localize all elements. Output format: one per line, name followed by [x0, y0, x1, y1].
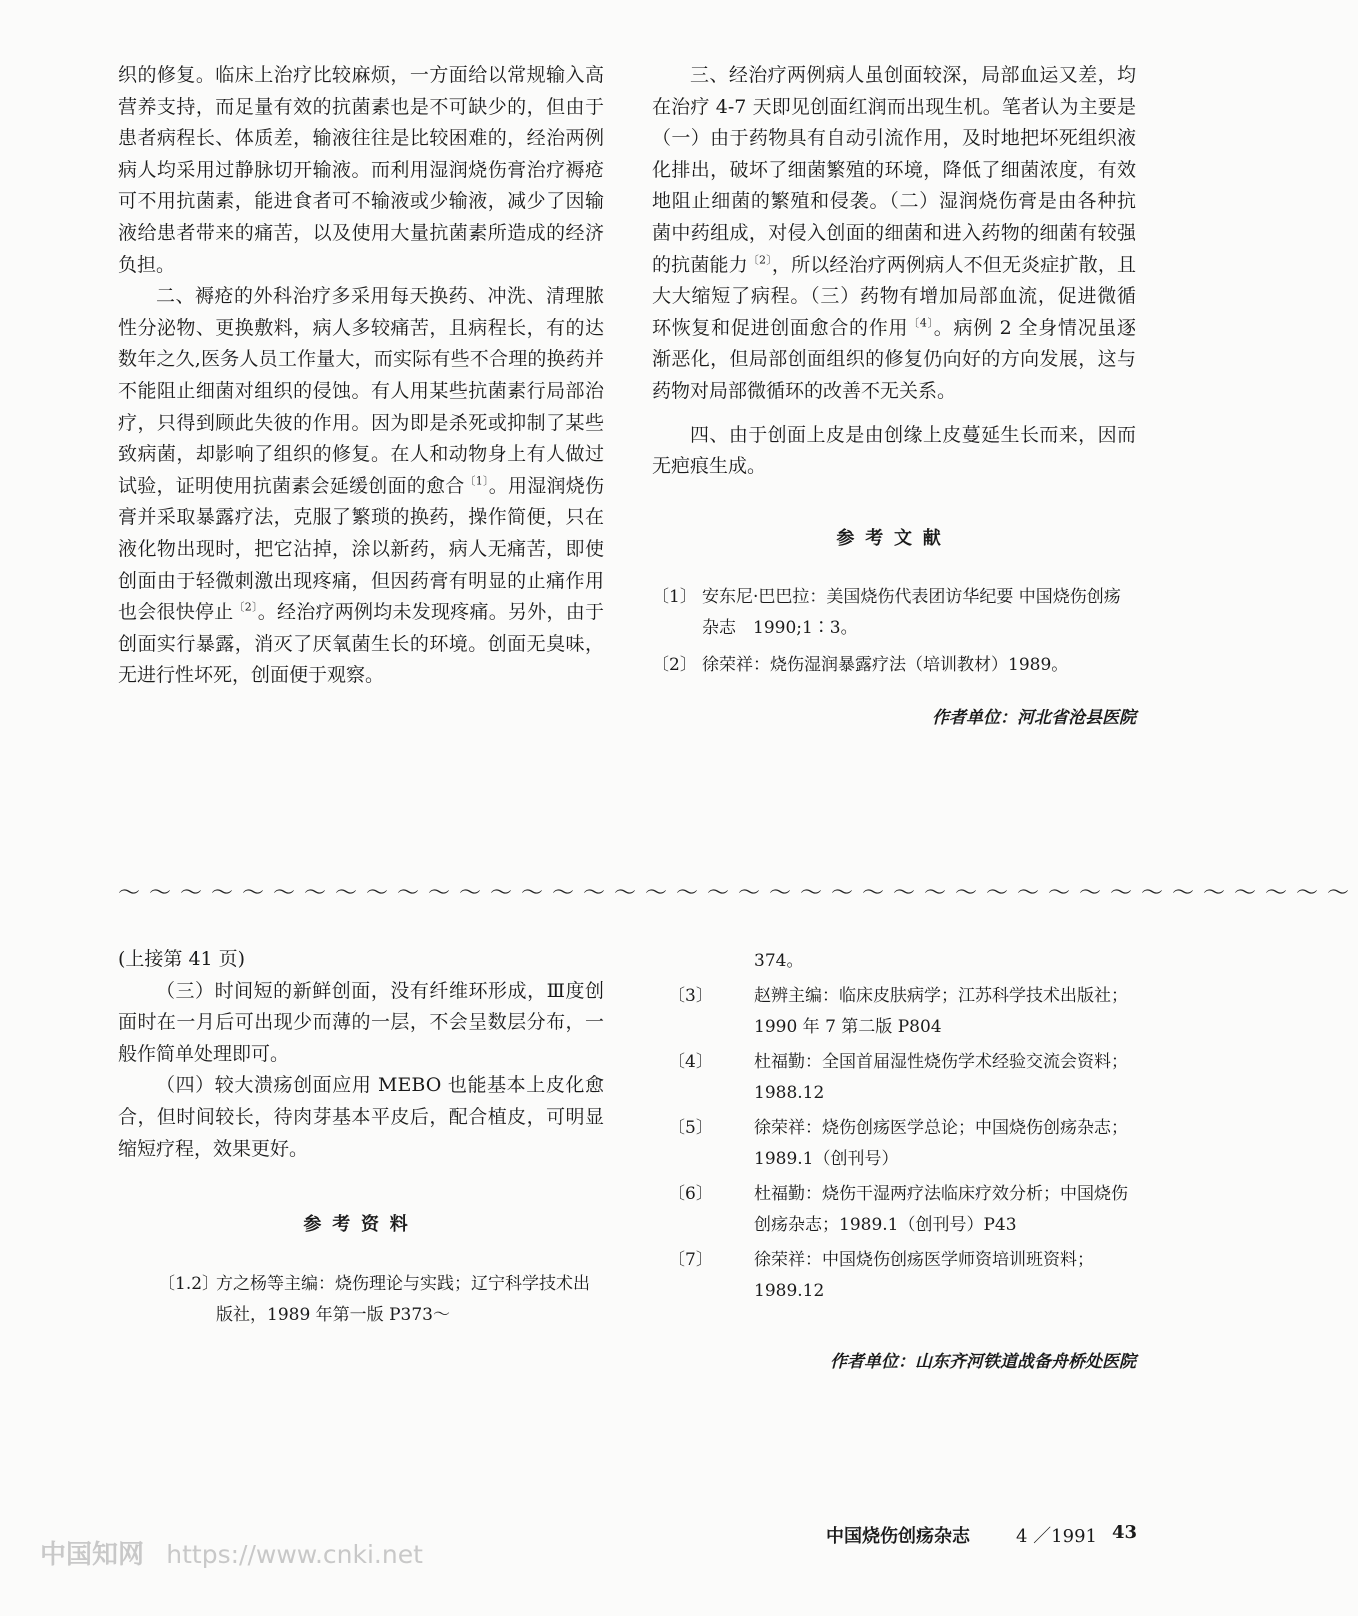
reference-item: [668, 1245, 1136, 1307]
citation-4: 〔4〕: [908, 316, 934, 330]
paragraph-2-text-c: 。经治疗两例均未发现疼痛。另外，由于创面实行暴露，消灭了厌氧菌生长的环境。创面无臭味，无进行性坏死，创面便于观察。: [118, 601, 604, 687]
citation-2: 〔2〕: [233, 600, 258, 614]
reference-text: 徐荣祥：烧伤创疡医学总论；中国烧伤创疡杂志；1989.1（创刊号）: [754, 1118, 1128, 1169]
references-list: [652, 582, 1136, 681]
reference-number: 〔7〕: [668, 1250, 713, 1270]
reference-item: [668, 1179, 1136, 1241]
paragraph-6: （四）较大溃疡创面应用 MEBO 也能基本上皮化愈合，但时间较长，待肉芽基本平皮后，配合植皮，可明显缩短疗程，效果更好。: [118, 1074, 604, 1160]
author-affiliation-2: 作者单位：山东齐河铁道战备舟桥处医院: [830, 1352, 1136, 1372]
references-heading: 参考文献: [836, 527, 952, 549]
reference-number: 〔4〕: [668, 1052, 713, 1072]
reference-number: 〔5〕: [668, 1118, 713, 1138]
reference-text: 方之杨等主编：烧伤理论与实践；辽宁科学技术出版社，1989 年第一版 P373～: [216, 1273, 590, 1325]
references-heading-2: 参考资料: [303, 1214, 419, 1236]
paragraph-2: [118, 281, 604, 692]
references-list-2: [158, 1269, 604, 1331]
reference-number: 〔6〕: [668, 1184, 713, 1204]
reference-text: 杜福勤：全国首届湿性烧伤学术经验交流会资料；1988.12: [754, 1052, 1128, 1103]
paragraph-2-text-b: 。用湿润烧伤膏并采取暴露疗法，克服了繁琐的换药，操作简便，只在液化物出现时，把它沾掉，涂以新药，病人无痛苦，即使创面由于轻微刺激出现疼痛，但因药膏有明显的止痛作用也会很快停止: [118, 474, 604, 624]
reference-item: [652, 582, 1136, 644]
paragraph-3-text-b: ，所以经治疗两例病人不但无炎症扩散，且大大缩短了病程。（三）药物有增加局部血流，促进微循环恢复和促进创面愈合的作用: [652, 253, 1136, 339]
upper-right-column: [652, 60, 1136, 735]
footer-journal-name: 中国烧伤创疡杂志: [826, 1526, 970, 1547]
continued-note: (上接第 41 页): [118, 948, 246, 970]
reference-number: 〔1.2〕: [158, 1273, 220, 1294]
cnki-watermark: [40, 1534, 423, 1571]
reference-item: [652, 650, 1136, 681]
reference-text: 徐荣祥：烧伤湿润暴露疗法（培训教材）1989。: [702, 655, 1069, 676]
paragraph-3-text-a: 三、经治疗两例病人虽创面较深，局部血运又差，均在治疗 4-7 天即见创面红润而出现生机。笔者认为主要是（一）由于药物具有自动引流作用，及时地把坏死组织液化排出，破坏了细菌繁殖的环境，降低了细菌浓度，有效地阻止细菌的繁殖和侵袭。（二）湿润烧伤膏是由各种抗菌中药组成，对侵入创面的细菌和进入药物的细菌有较强的抗菌能力: [652, 64, 1136, 276]
reference-text: 杜福勤：烧伤干湿两疗法临床疗效分析；中国烧伤创疡杂志；1989.1（创刊号）P43: [754, 1184, 1128, 1235]
reference-text: 徐荣祥：中国烧伤创疡医学师资培训班资料；1989.12: [754, 1250, 1094, 1301]
watermark-brand: 中国知网: [40, 1540, 145, 1570]
footer-page-number: 43: [1112, 1522, 1138, 1543]
footer-issue: 4 ／1991: [1016, 1526, 1097, 1547]
paragraph-3-text-c: 。病例 2 全身情况虽逐渐恶化，但局部创面组织的修复仍向好的方向发展，这与药物对局部微循环的改善不无关系。: [652, 316, 1137, 402]
reference-continuation: [668, 946, 1136, 977]
citation-1: 〔1〕: [464, 474, 489, 488]
reference-text: 赵辨主编：临床皮肤病学；江苏科学技术出版社；1990 年 7 第二版 P804: [754, 986, 1128, 1037]
reference-item: [668, 1047, 1136, 1109]
paragraph-3: [652, 60, 1136, 408]
reference-item: [668, 981, 1136, 1043]
reference-item: [668, 1113, 1136, 1175]
author-affiliation: 作者单位：河北省沧县医院: [932, 708, 1136, 729]
reference-number: 〔3〕: [668, 986, 713, 1006]
paragraph-5: （三）时间短的新鲜创面，没有纤维环形成，Ⅲ度创面时在一月后可出现少而薄的一层，不会呈数层分布，一般作简单处理即可。: [118, 979, 604, 1065]
lower-left-column: [118, 944, 604, 1331]
watermark-url: https://www.cnki.net: [166, 1540, 423, 1569]
paragraph-2-text-a: 二、褥疮的外科治疗多采用每天换药、冲洗、清理脓性分泌物、更换敷料，病人多较痛苦，且病程长，有的达数年之久,医务人员工作量大，而实际有些不合理的换药并不能阻止细菌对组织的侵蚀。有人用某些抗菌素行局部治疗，只得到顾此失彼的作用。因为即是杀死或抑制了某些致病菌，却影响了组织的修复。在人和动物身上有人做过试验，证明使用抗菌素会延缓创面的愈合: [118, 285, 604, 497]
reference-text: 安东尼·巴巴拉：美国烧伤代表团访华纪要 中国烧伤创疡杂志 1990;1∶3。: [702, 587, 1121, 639]
upper-left-column: [118, 60, 604, 692]
lower-right-column: [668, 946, 1136, 1379]
reference-text: 374。: [754, 951, 804, 971]
paragraph-4: 四、由于创面上皮是由创缘上皮蔓延生长而来，因而无疤痕生成。: [652, 423, 1136, 478]
section-divider: ～～～～～～～～～～～～～～～～～～～～～～～～～～～～～～～～～～～～～～～～: [118, 881, 1358, 906]
citation-2b: 〔2〕: [747, 253, 772, 267]
reference-item: [158, 1269, 604, 1331]
paragraph-1: 织的修复。临床上治疗比较麻烦，一方面给以常规输入高营养支持，而足量有效的抗菌素也是不可缺少的，但由于患者病程长、体质差，输液往往是比较困难的，经治两例病人均采用过静脉切开输液。而利用湿润烧伤膏治疗褥疮可不用抗菌素，能进食者可不输液或少输液，减少了因输液给患者带来的痛苦，以及使用大量抗菌素所造成的经济负担。: [118, 64, 604, 276]
reference-number: 〔1〕: [652, 587, 697, 608]
reference-number: 〔2〕: [652, 655, 697, 676]
